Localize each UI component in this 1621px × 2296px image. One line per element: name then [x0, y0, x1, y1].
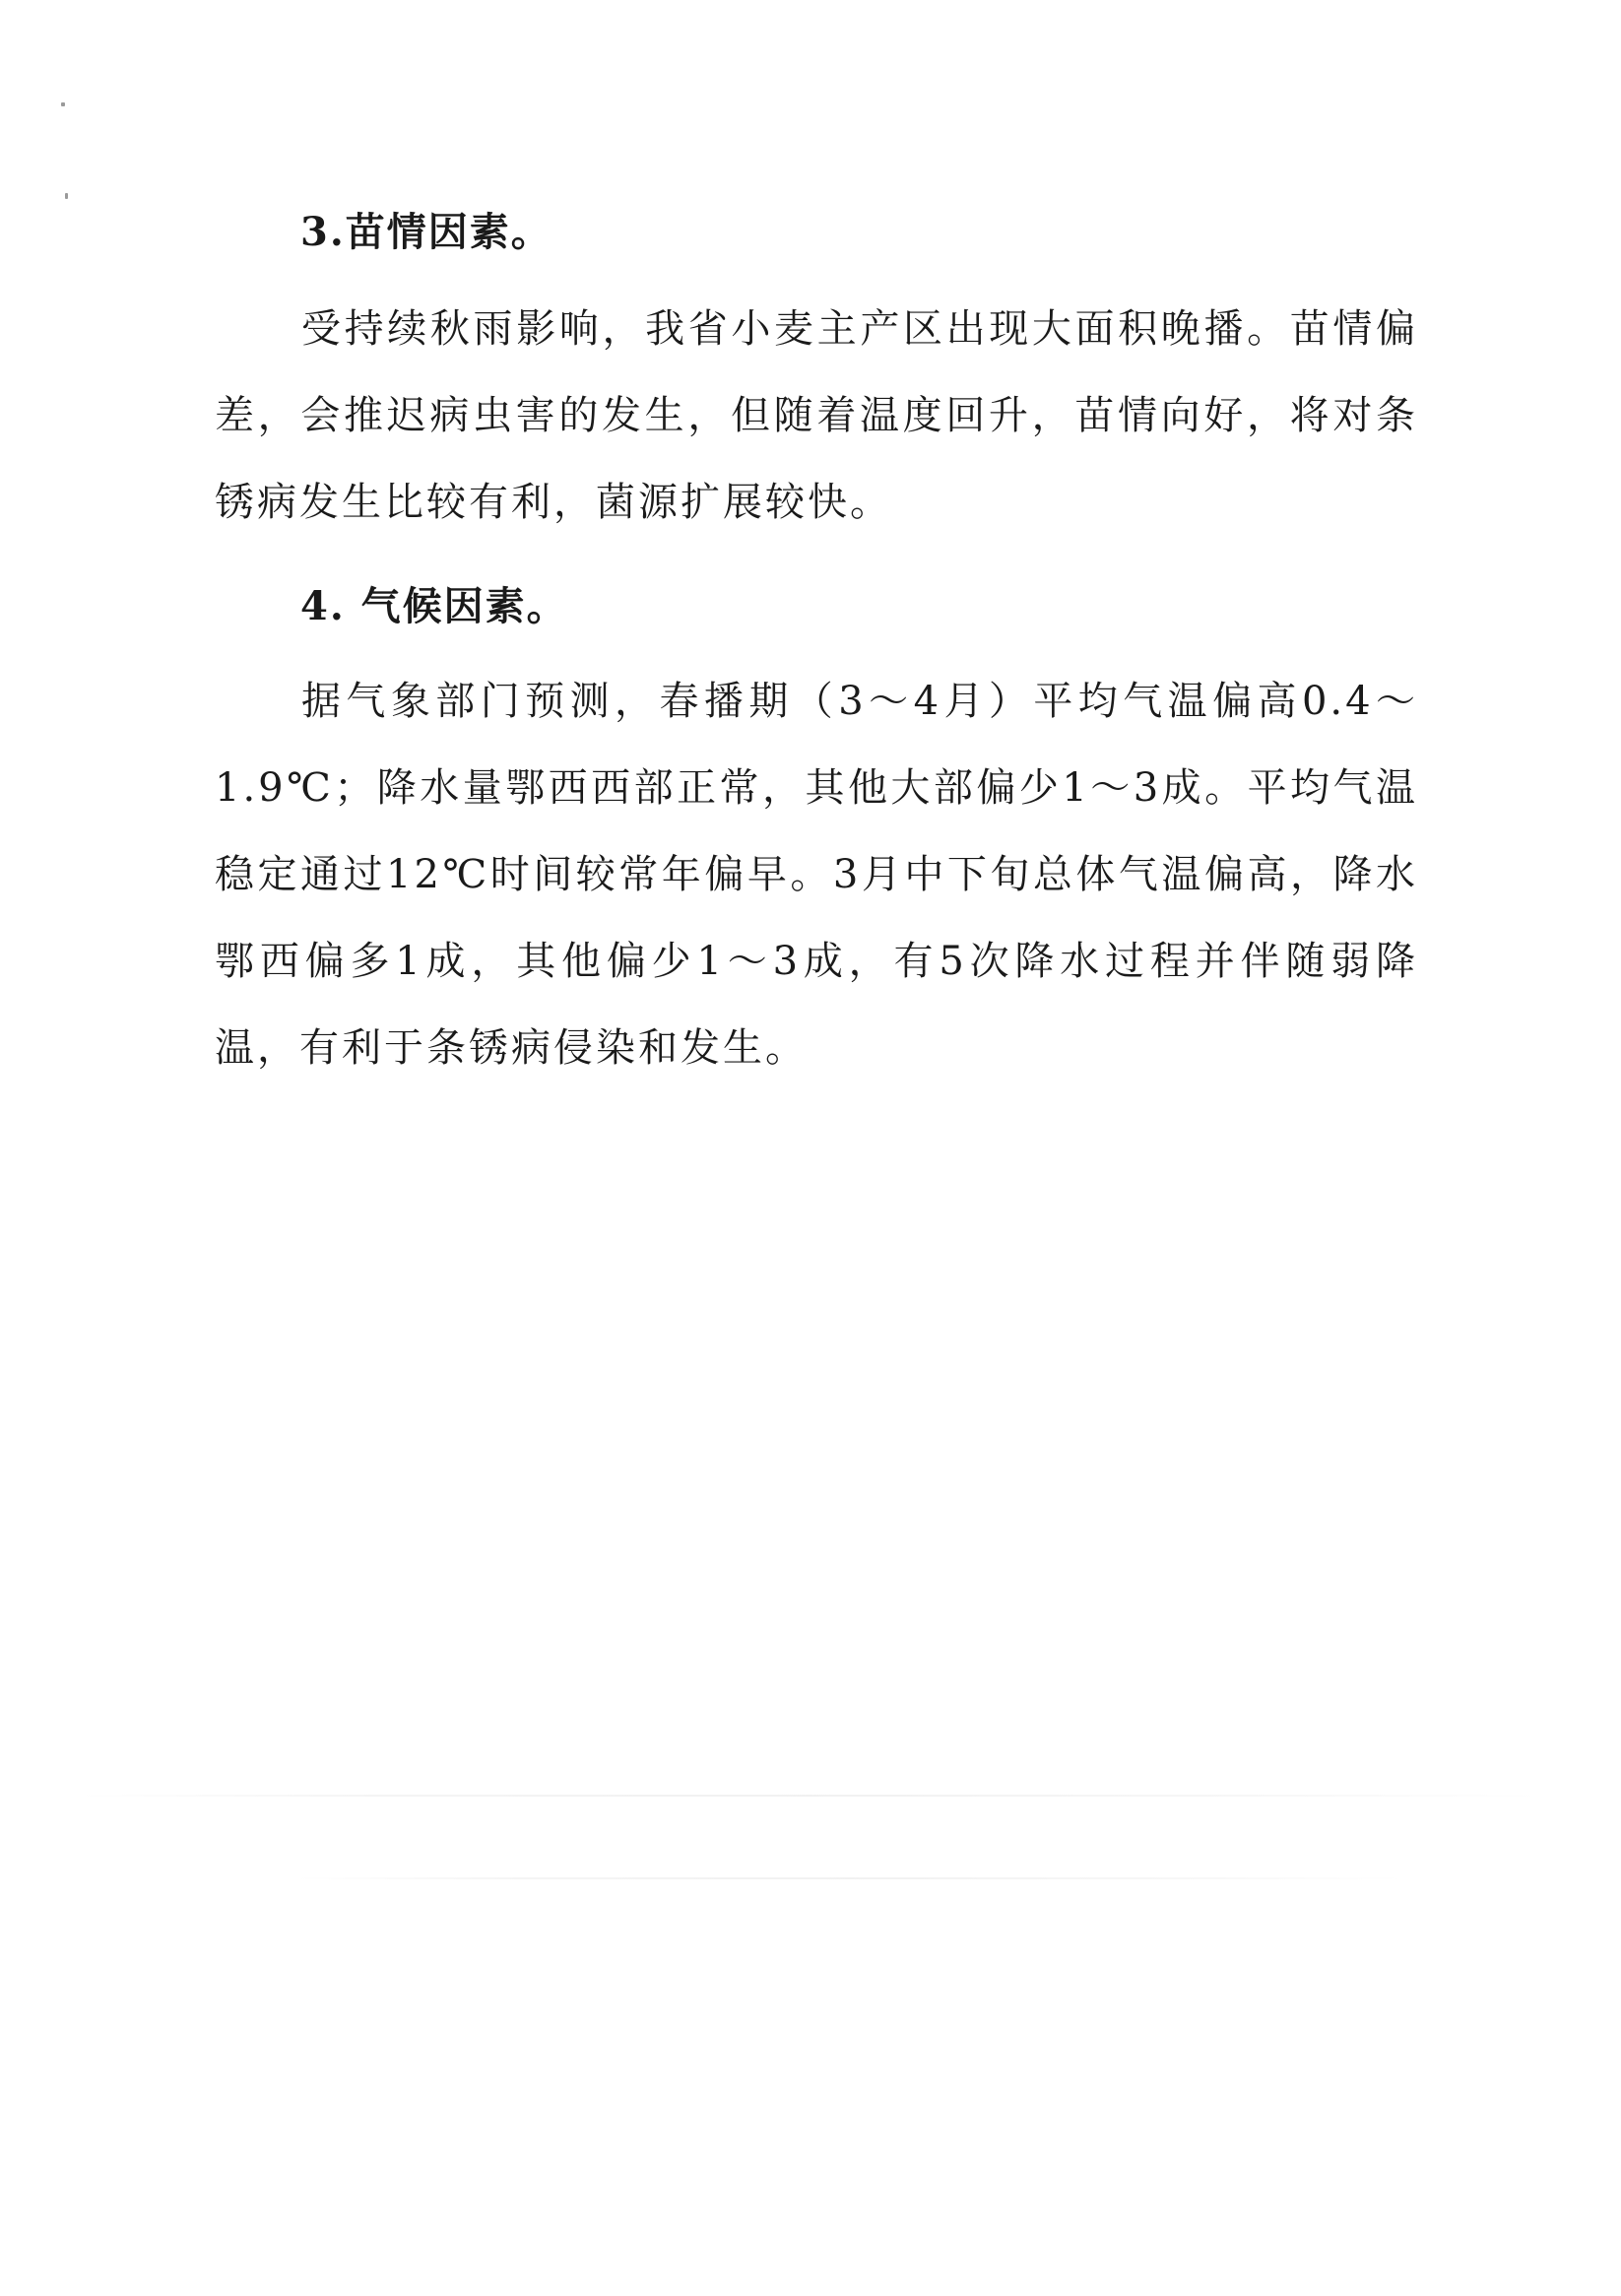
section-body-seedling: 受持续秋雨影响，我省小麦主产区出现大面积晚播。苗情偏差，会推迟病虫害的发生，但随着温度回升，苗情向好，将对条锈病发生比较有利，菌源扩展较快。 — [215, 306, 1418, 525]
scan-speck — [65, 193, 68, 199]
scan-speck — [61, 102, 65, 106]
bleed-through-line — [79, 1795, 1542, 1797]
section-heading-climate: 4. 气候因素。 — [300, 583, 568, 629]
section-heading-seedling: 3.苗情因素。 — [300, 209, 552, 255]
section-body-climate: 据气象部门预测，春播期（3～4月）平均气温偏高0.4～1.9℃；降水量鄂西西部正常，其他大部偏少1～3成。平均气温稳定通过12℃时间较常年偏早。3月中下旬总体气温偏高，降水鄂西偏多1成，其他偏少1～3成，有5次降水过程并伴随弱降温，有利于条锈病侵染和发生。 — [215, 679, 1418, 1071]
bleed-through-line — [295, 1877, 1404, 1879]
